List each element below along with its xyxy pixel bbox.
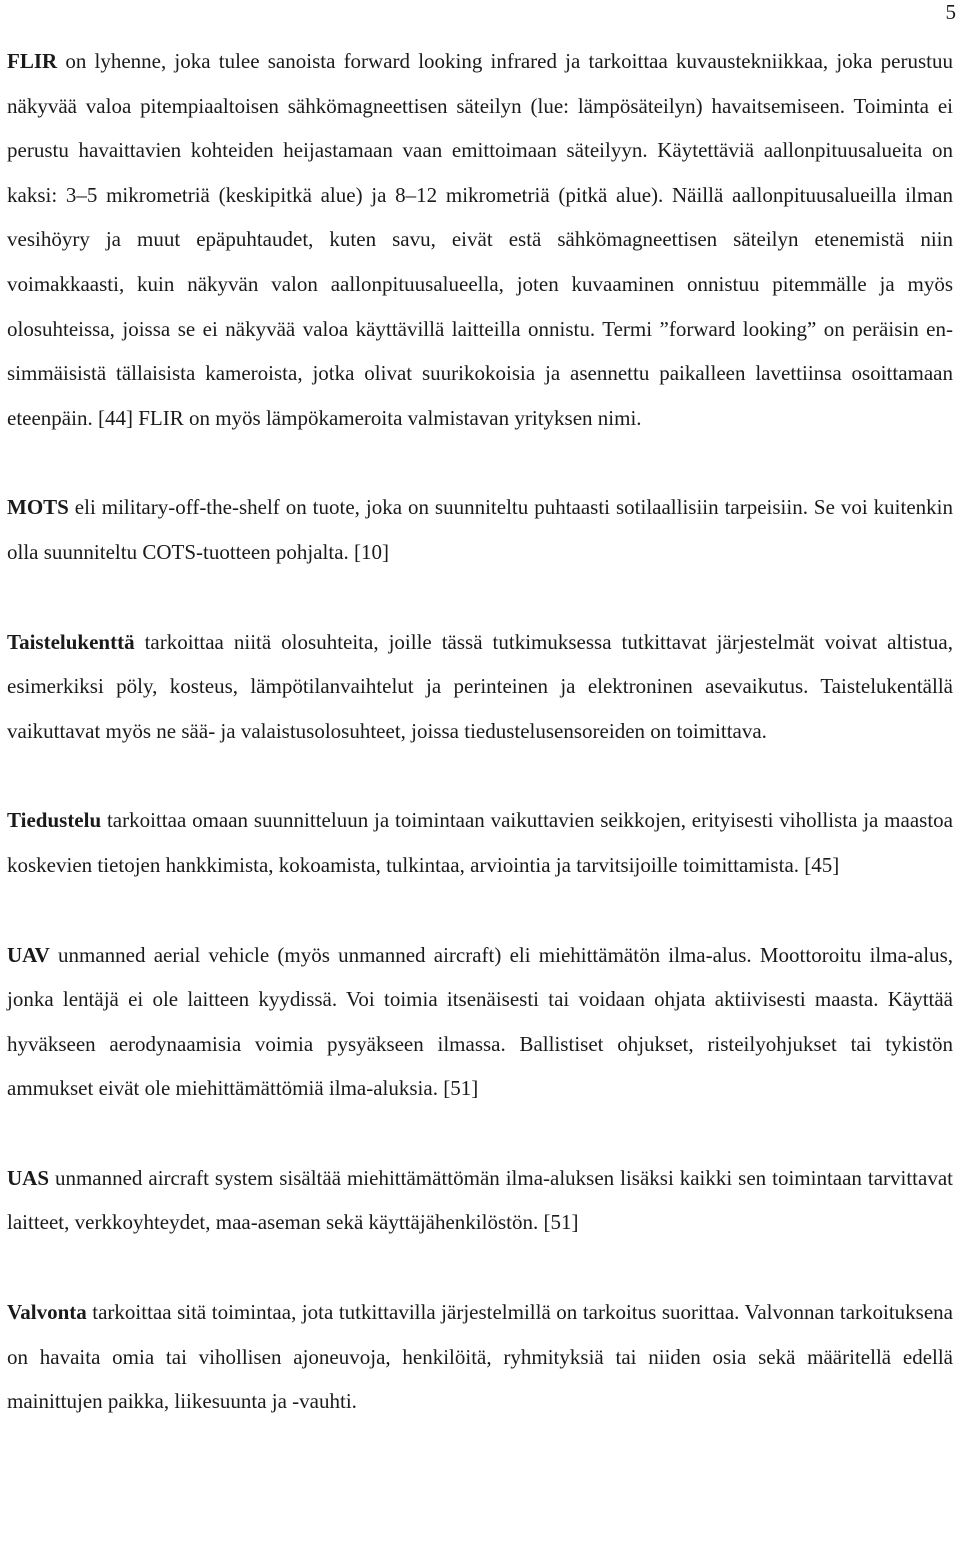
glossary-entry-valvonta bbox=[7, 1290, 953, 1424]
glossary-term: UAS bbox=[7, 1165, 50, 1190]
glossary-term: Tiedustelu bbox=[7, 808, 102, 833]
glossary-definition: unmanned aircraft system sisältää miehittämättömän ilma-aluksen lisäksi kaikki sen toimintaan tarvittavat laitteet, verkkoyhteydet, maa-aseman sekä käyttäjähenkilöstön. [51] bbox=[7, 1165, 953, 1235]
glossary-term: MOTS bbox=[7, 495, 69, 520]
glossary-entry-mots bbox=[7, 485, 953, 574]
glossary-definition: tarkoittaa omaan suunnitteluun ja toimintaan vaikuttavien seikkojen, erityisesti vihollista ja maastoa koskevien tietojen hankkimista, kokoamista, tulkintaa, arviointia ja tarvitsijoille toimittamista. [45] bbox=[7, 808, 953, 877]
glossary-definition: on lyhenne, joka tulee sanoista forward looking infrared ja tarkoittaa kuvaustekniikkaa, joka perustuu näkyvää valoa pitempiaaltoisen sähkömagneettisen säteilyn (lue: lämpösäteilyn) havaitsemiseen. Toiminta ei perustu havaittavien kohteiden heijastamaan vaan emittoimaan säteilyyn. Käytettäviä aallonpituusalueita on kaksi: 3–5 mikrometriä (keskipitkä alue) ja 8–12 mikrometriä (pitkä alue). Näillä aallonpituusalueilla ilman vesihöyry ja muut epäpuhtaudet, kuten savu, eivät estä sähkömagneettisen säteilyn etenemistä niin voimakkaasti, kuin näkyvän valon aallonpituusalueella, joten kuvaaminen onnistuu pitemmälle ja myös olosuhteissa, joissa se ei näkyvää valoa käyttävillä laitteilla onnistu. Termi ”forward looking” on peräisin ensimmäisistä tällaisista kameroista, jotka olivat suurikokoisia ja asennettu paikalleen lavettiinsa osoittamaan eteenpäin. [44] FLIR on myös lämpökameroita valmistavan yrityksen nimi. bbox=[7, 49, 953, 430]
glossary-term: Taistelukenttä bbox=[7, 629, 135, 654]
glossary-term: FLIR bbox=[7, 49, 58, 73]
glossary-term: UAV bbox=[7, 942, 50, 967]
glossary-definition: tarkoittaa niitä olosuhteita, joille tässä tutkimuksessa tutkittavat järjestelmät voivat altistua, esimerkiksi pöly, kosteus, lämpötilanvaihtelut ja perinteinen ja elektroninen asevaikutus. Taistelukentällä vaikuttavat myös ne sää- ja valaistusolosuhteet, joissa tiedustelusensoreiden on toimittava. bbox=[7, 629, 953, 743]
glossary-term: Valvonta bbox=[7, 1300, 87, 1325]
glossary-entry-taistelukentta bbox=[7, 620, 953, 754]
glossary-definition: tarkoittaa sitä toimintaa, jota tutkittavilla järjestelmillä on tarkoitus suorittaa. Valvonnan tarkoituksena on havaita omia tai vihollisen ajoneuvoja, henkilöitä, ryhmityksiä tai niiden osia sekä määritellä edellä mainittujen paikka, liikesuunta ja -vauhti. bbox=[7, 1300, 953, 1414]
glossary-content bbox=[7, 39, 953, 1424]
glossary-entry-uas bbox=[7, 1156, 953, 1245]
page-number: 5 bbox=[945, 0, 956, 24]
glossary-entry-uav bbox=[7, 933, 953, 1111]
glossary-entry-flir bbox=[7, 39, 953, 440]
glossary-entry-tiedustelu bbox=[7, 798, 953, 887]
glossary-definition: eli military-off-the-shelf on tuote, joka on suunniteltu puhtaasti sotilaallisiin tarpeisiin. Se voi kuitenkin olla suunniteltu COTS-tuotteen pohjalta. [10] bbox=[7, 495, 953, 564]
glossary-definition: unmanned aerial vehicle (myös unmanned aircraft) eli miehittämätön ilma-alus. Moottoroitu ilma-alus, jonka lentäjä ei ole laitteen kyydissä. Voi toimia itsenäisesti tai voidaan ohjata aktiivisesti maasta. Käyttää hyväkseen aerodynaamisia voimia pysyäkseen ilmassa. Ballistiset ohjukset, risteilyohjukset tai tykistön ammukset eivät ole miehittämättömiä ilma-aluksia. [51] bbox=[7, 942, 953, 1101]
